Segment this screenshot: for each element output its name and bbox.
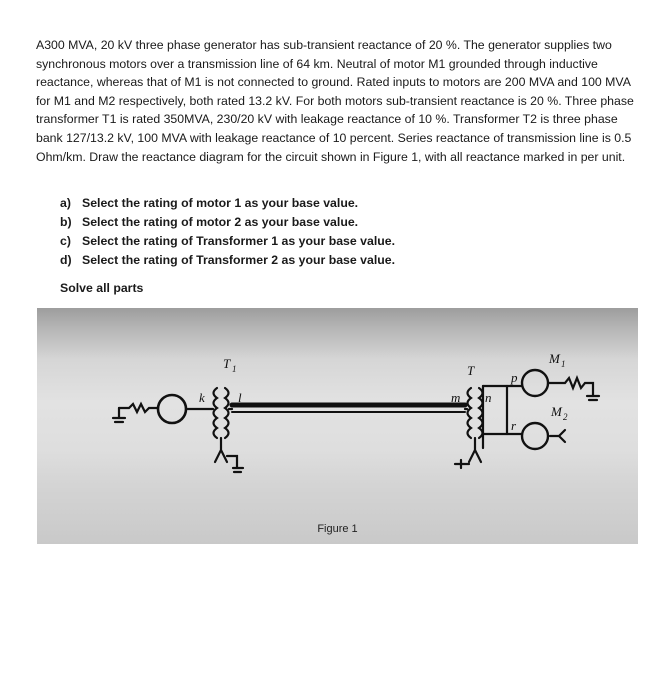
motor-m1-icon — [522, 370, 548, 396]
problem-statement: A300 MVA, 20 kV three phase generator has sub-transient reactance of 20 %. The generator supplies two synchronous motors over a transmission line of 64 km. Neutral of motor M1 grounded through inductive reactance, whereas that of M1 is not connected to ground. Rated inputs to motors are 200 MVA and 100 MVA for M1 and M2 respectively, both rated 13.2 kV. For both motors sub-transient reactance is 20 %. Three phase transformer T1 is rated 350MVA, 230/20 kV with leakage reactance of 10 %. Transformer T2 is three phase bank 127/13.2 kV, 100 MVA with leakage reactance of 10 percent. Series reactance of transmission line is 0.5 Ohm/km. Draw the reactance diagram for the circuit shown in Figure 1, with all reactance marked in per unit. — [36, 38, 634, 164]
label-r: r — [511, 418, 517, 433]
part-a-label: a) — [60, 196, 71, 210]
label-k: k — [199, 390, 205, 405]
part-c — [60, 232, 395, 251]
part-b — [60, 213, 395, 232]
solve-all-parts: Solve all parts — [60, 281, 144, 295]
label-t1-sub: 1 — [232, 364, 237, 374]
part-c-label: c) — [60, 234, 71, 248]
part-b-label: b) — [60, 215, 72, 229]
motor-m1-ground-icon — [548, 378, 599, 400]
label-t2: T — [467, 363, 475, 378]
figure-caption: Figure 1 — [317, 523, 358, 535]
label-t1: T — [223, 356, 231, 371]
parts-list — [60, 194, 395, 270]
part-a-text: Select the rating of motor 1 as your base value. — [82, 196, 359, 210]
part-c-text: Select the rating of Transformer 1 as your base value. — [82, 234, 396, 248]
part-b-text: Select the rating of motor 2 as your base value. — [82, 215, 359, 229]
figure-1 — [37, 308, 638, 544]
part-d — [60, 251, 395, 270]
label-m2: M — [551, 404, 562, 419]
motor-m2-icon — [522, 423, 548, 449]
motor-m2-wye-icon — [550, 430, 565, 442]
part-d-text: Select the rating of Transformer 2 as your base value. — [82, 253, 396, 267]
part-d-label: d) — [60, 253, 72, 267]
one-line-diagram — [37, 308, 638, 544]
part-a — [60, 194, 395, 213]
generator-icon — [158, 395, 186, 423]
label-l: l — [238, 390, 242, 405]
label-p: p — [511, 370, 518, 385]
label-m: m — [451, 390, 461, 405]
generator-ground-icon — [113, 404, 157, 422]
label-m2-sub: 2 — [563, 412, 568, 422]
label-m1-sub: 1 — [561, 359, 566, 369]
label-n: n — [485, 390, 492, 405]
label-m1: M — [549, 351, 560, 366]
